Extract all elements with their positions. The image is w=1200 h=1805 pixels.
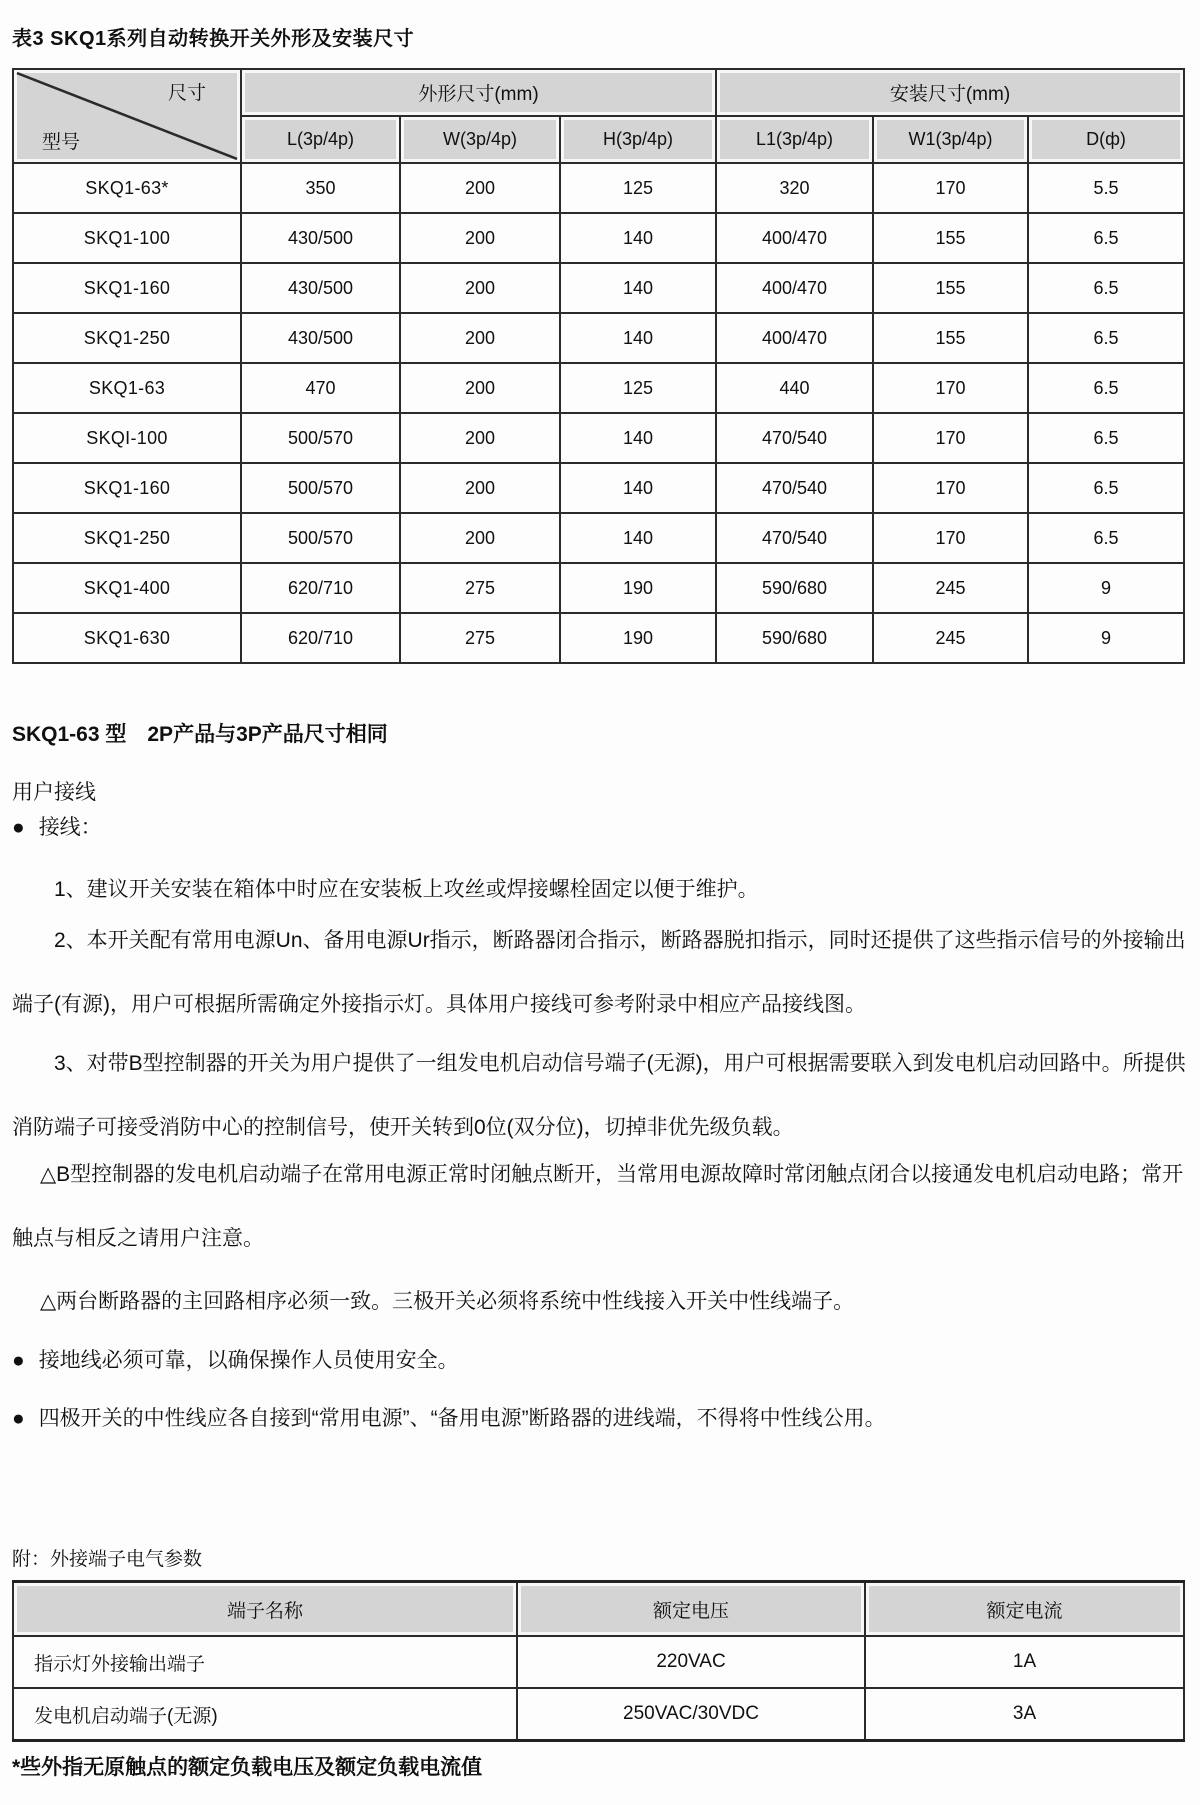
col-header: 额定电流	[865, 1582, 1184, 1637]
table-cell: 155	[873, 313, 1028, 363]
table-cell: 140	[560, 463, 716, 513]
table-cell: 200	[400, 213, 560, 263]
table-cell: 200	[400, 513, 560, 563]
table-row	[13, 263, 1184, 313]
table-cell: 430/500	[241, 263, 400, 313]
section-title-user-wiring: 用户接线	[12, 781, 96, 804]
table-cell: 470/540	[716, 463, 873, 513]
table-row	[13, 313, 1184, 363]
model-cell: SKQ1-63	[13, 363, 241, 413]
col-header: L(3p/4p)	[241, 116, 400, 163]
table-cell: 500/570	[241, 413, 400, 463]
model-cell: SKQ1-630	[13, 613, 241, 663]
model-cell: SKQ1-160	[13, 463, 241, 513]
table-cell: 200	[400, 413, 560, 463]
table-cell: 500/570	[241, 513, 400, 563]
bullet-icon: ●	[12, 816, 25, 839]
bullet-item-neutral-line	[12, 1387, 1192, 1451]
col-header: 端子名称	[13, 1582, 517, 1637]
table-cell: 590/680	[716, 563, 873, 613]
table-cell: 275	[400, 563, 560, 613]
table-cell: 155	[873, 213, 1028, 263]
table-cell: 140	[560, 213, 716, 263]
table-cell: 170	[873, 363, 1028, 413]
table-cell: 245	[873, 613, 1028, 663]
bullet-item-wiring	[12, 796, 1192, 860]
table-cell: 590/680	[716, 613, 873, 663]
voltage-cell: 220VAC	[517, 1636, 865, 1688]
table-cell: 190	[560, 613, 716, 663]
wiring-note-1: 1、建议开关安装在箱体中时应在安装板上攻丝或焊接螺栓固定以便于维护。	[54, 878, 759, 901]
triangle-note-phase-sequence: △两台断路器的主回路相序必须一致。三极开关必须将系统中性线接入开关中性线端子。	[40, 1290, 855, 1313]
table-cell: 6.5	[1028, 363, 1184, 413]
model-cell: SKQI-100	[13, 413, 241, 463]
col-header: H(3p/4p)	[560, 116, 716, 163]
col-header: W1(3p/4p)	[873, 116, 1028, 163]
group-header-outline: 外形尺寸(mm)	[241, 69, 716, 116]
terminal-parameters-table	[12, 1580, 1185, 1742]
terminal-name-cell: 指示灯外接输出端子	[13, 1636, 517, 1688]
table-row	[13, 163, 1184, 213]
size-note-text: 型 2P产品与3P产品尺寸相同	[99, 723, 388, 746]
table-cell: 170	[873, 163, 1028, 213]
table-cell: 155	[873, 263, 1028, 313]
table-cell: 350	[241, 163, 400, 213]
table-cell: 170	[873, 413, 1028, 463]
col-header: 额定电压	[517, 1582, 865, 1637]
table-row	[13, 1688, 1184, 1741]
table-cell: 245	[873, 563, 1028, 613]
table-cell: 190	[560, 563, 716, 613]
bullet-text: 接地线必须可靠，以确保操作人员使用安全。	[38, 1349, 459, 1372]
col-header: D(ф)	[1028, 116, 1184, 163]
page-title: 表3 SKQ1系列自动转换开关外形及安装尺寸	[12, 28, 415, 50]
current-cell: 3A	[865, 1688, 1184, 1741]
bullet-icon: ●	[12, 1407, 25, 1430]
table-cell: 9	[1028, 563, 1184, 613]
table-cell: 200	[400, 163, 560, 213]
table-cell: 430/500	[241, 313, 400, 363]
page-footnote: *些外指无原触点的额定负载电压及额定负载电流值	[12, 1756, 483, 1779]
model-cell: SKQ1-160	[13, 263, 241, 313]
model-cell: SKQ1-400	[13, 563, 241, 613]
table-cell: 470/540	[716, 413, 873, 463]
bullet-text: 接线：	[38, 816, 102, 839]
table-row	[13, 69, 1184, 116]
table-cell: 470	[241, 363, 400, 413]
bullet-item-grounding	[12, 1329, 1192, 1393]
table-cell: 6.5	[1028, 213, 1184, 263]
col-header: L1(3p/4p)	[716, 116, 873, 163]
wiring-note-2: 2、本开关配有常用电源Un、备用电源Ur指示，断路器闭合指示，断路器脱扣指示，同时还提供了这些指示信号的外接输出端子(有源)，用户可根据所需确定外接指示灯。具体用户接线可参考附录中相应产品接线图。	[12, 929, 1186, 1016]
col-header: W(3p/4p)	[400, 116, 560, 163]
table-cell: 500/570	[241, 463, 400, 513]
table-row	[13, 413, 1184, 463]
table-cell: 400/470	[716, 213, 873, 263]
table-cell: 200	[400, 363, 560, 413]
table-row	[13, 1582, 1184, 1637]
table-cell: 125	[560, 163, 716, 213]
table-row	[13, 363, 1184, 413]
triangle-note-b-controller: △B型控制器的发电机启动端子在常用电源正常时闭触点断开，当常用电源故障时常闭触点闭合以接通发电机启动电路；常开触点与相反之请用户注意。	[12, 1163, 1184, 1250]
appendix-heading: 附：外接端子电气参数	[12, 1549, 203, 1570]
model-cell: SKQ1-250	[13, 513, 241, 563]
table-cell: 6.5	[1028, 313, 1184, 363]
dimensions-table	[12, 68, 1185, 664]
table-cell: 200	[400, 463, 560, 513]
table-cell: 430/500	[241, 213, 400, 263]
table-cell: 6.5	[1028, 263, 1184, 313]
table-cell: 440	[716, 363, 873, 413]
size-note-model: SKQ1-63	[12, 723, 100, 746]
table-row	[13, 563, 1184, 613]
terminal-name-cell: 发电机启动端子(无源)	[13, 1688, 517, 1741]
table-cell: 400/470	[716, 263, 873, 313]
voltage-cell: 250VAC/30VDC	[517, 1688, 865, 1741]
table-row	[13, 613, 1184, 663]
table-cell: 6.5	[1028, 463, 1184, 513]
model-cell: SKQ1-250	[13, 313, 241, 363]
wiring-note-3: 3、对带B型控制器的开关为用户提供了一组发电机启动信号端子(无源)，用户可根据需要联入到发电机启动回路中。所提供消防端子可接受消防中心的控制信号，使开关转到0位(双分位)，切掉非优先级负载。	[12, 1052, 1186, 1139]
table-cell: 200	[400, 313, 560, 363]
table-row	[13, 213, 1184, 263]
table-cell: 320	[716, 163, 873, 213]
model-cell: SKQ1-100	[13, 213, 241, 263]
size-equality-note	[12, 703, 1192, 767]
table-cell: 140	[560, 513, 716, 563]
table-cell: 9	[1028, 613, 1184, 663]
table-cell: 470/540	[716, 513, 873, 563]
current-cell: 1A	[865, 1636, 1184, 1688]
table-cell: 140	[560, 413, 716, 463]
table-cell: 6.5	[1028, 513, 1184, 563]
table-cell: 140	[560, 313, 716, 363]
group-header-install: 安装尺寸(mm)	[716, 69, 1184, 116]
table-row	[13, 463, 1184, 513]
table-cell: 620/710	[241, 613, 400, 663]
model-cell: SKQ1-63*	[13, 163, 241, 213]
table-cell: 6.5	[1028, 413, 1184, 463]
bullet-text: 四极开关的中性线应各自接到“常用电源”、“备用电源”断路器的进线端，不得将中性线公用。	[38, 1407, 886, 1430]
table-row	[13, 1636, 1184, 1688]
table-cell: 200	[400, 263, 560, 313]
corner-label-model: 型号	[42, 132, 81, 153]
table-cell: 5.5	[1028, 163, 1184, 213]
corner-label-size: 尺寸	[167, 83, 206, 104]
table-cell: 170	[873, 513, 1028, 563]
table-cell: 400/470	[716, 313, 873, 363]
bullet-icon: ●	[12, 1349, 25, 1372]
table-cell: 275	[400, 613, 560, 663]
table-cell: 620/710	[241, 563, 400, 613]
table-cell: 125	[560, 363, 716, 413]
corner-header-cell	[13, 69, 241, 163]
table-cell: 170	[873, 463, 1028, 513]
table-cell: 140	[560, 263, 716, 313]
table-row	[13, 513, 1184, 563]
